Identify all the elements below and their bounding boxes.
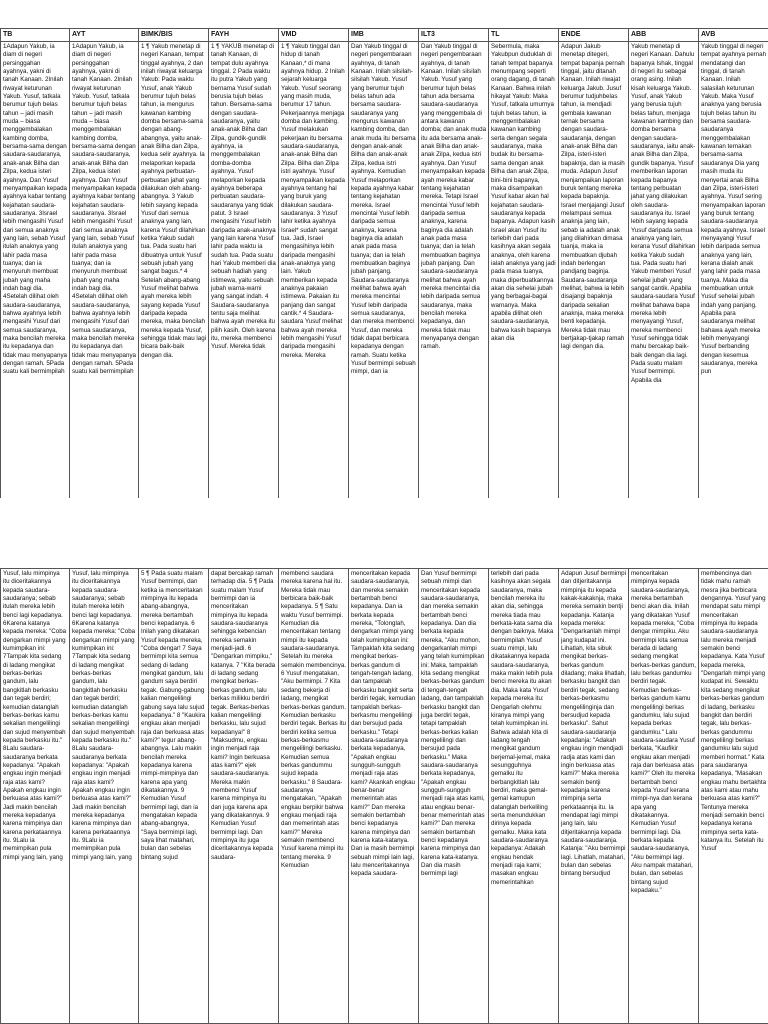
table-cell-ayt (70, 42, 139, 499)
verse-text: Adapun Jakub menetap ditegeri, tempat bapanja pernah tinggal, jaitu ditanah Kanaan. Inilah riwajat keluarga Jakub. Jusuf berumur tudjuhbelas tahun, ia mendjadi gembala kawanan ternak bersama dengan saudara-saudaranja, dengan anak-anak Bilha dan Zilpa, isteri-isteri bapaknja, dan ia masih muda. Adapun Jusuf menjampaikan laporan buruk tentang mereka kepada bapaknja. Israel menjajangi Jusuf melampaui semua anaknja jang lain, sebab ia adalah anak jang dilahirkan dimasa tuanja, maka ia membuatkan djubah indah berlengan pandjang baginja. Saudara-saudaranja melihat, bahwa ia lebih disajangi bapaknja daripada sekalian anaknja, maka mereka benti kepadanja. Mereka tidak mau bertjakap-tjakap ramah lagi dengan dia. (561, 43, 625, 351)
column-header-ilt3: ILT3 (419, 29, 489, 42)
verse-text: Yakub tinggal di negeri tempat ayahnya pernah mendatangi dan tinggal, di tanah Kanaan. Inilah salasilah keturunan Yakub. Maka Yusuf anaknya yang berusia tujuh belas tahun itu bersama saudara-saudaranya menggembalakan kawanan ternakan bersama-sama saudaranya Dia yang masih muda itu menyertai anak Bilha dan Zilpa, isteri-isteri ayahnya. Yusuf sering menyampaikan laporan yang buruk tentang saudara-saudaranya kepada ayahnya. Israel menyayangi Yusuf lebih daripada semua anaknya yang lain, kerana dialah anak yang lahir pada masa tuanya. Maka dia membuatkan untuk Yusuf sehelai jubah indah yang panjang. Apabila para saudaranya melihat bahawa ayah mereka lebih menyayangi Yusuf berbanding dengan kesemua saudaranya, mereka pun (701, 43, 767, 376)
verse-text: menceritakan kepada saudara-saudaranya, dan mereka semakin bertambah benci kepadanya. Dan ia berkata kepada mereka, "Tolonglah, dengarkan mimpi yang telah kumimpikan ini: Tampaklah kita sedang mengikat berkas-berkas gandum di tengah-tengah ladang, dan tampaklah berkasku bangkit serta berdiri tegak, kemudian tampaklah berkas-berkasmu mengelilingi dan bersujud pada berkasku." Tetapi saudara-saudaranya berkata kepadanya, "Apakah engkau sungguh-sungguh menjadi raja atas kami? Akankah engkau benar-benar memerintah atas kami?" Dan mereka semakin bertambah benci kepadanya karena mimpinya dan karena kata-katanya. Dan ia masih bermimpi sebuah mimpi lain lagi, lalu menceritakannya kepada saudara- (351, 570, 416, 878)
column-header-abb: ABB (629, 29, 699, 42)
column-header-ende: ENDE (559, 29, 629, 42)
parallel-translation-table (0, 28, 768, 498)
table-cell-tl (489, 42, 559, 499)
verse-text: Yakub menetap di negeri Kanaan. Dahulu bapanya Ishak, tinggal di negeri itu sebagai orang asing. Inilah kisah keluarga Yakub. Yusuf, anak Yakub yang berusia tujuh belas tahun, menjaga kawanan kambing dan domba bersama dengan saudara-saudaranya, iaitu anak-anak Bilha dan Zilpa, gundik bapanya. Yusuf memberikan laporan kepada bapanya tentang perbuatan jahat yang dilakukan oleh saudara-saudaranya itu. Israel lebih sayang kepada Yusuf daripada semua anaknya yang lain, kerana Yusuf dilahirkan ketika Yakub sudah tua. Pada suatu hari Yakub memberi Yusuf sehelai jubah yang sangat cantik. Apabila saudara-saudara Yusuf melihat bahawa bapa mereka lebih menyayangi Yusuf, mereka membenci Yusuf sehingga tidak mahu bercakap baik-baik dengan dia lagi. Pada suatu malam Yusuf bermimpi. Apabila dia (631, 43, 696, 384)
column-header-avb: AVB (699, 29, 768, 42)
verse-text: 1Adapun Yakub, ia diam di negeri persinggahan ayahnya, yakni di tanah Kanaan. 2Inilah riwayat keturunan Yakub. Yusuf, tatkala berumur tujuh belas tahun – jadi masih muda – biasa menggembalakan kambing domba, bersama-sama dengan saudara-saudaranya, anak-anak Bilha dan Zilpa, kedua isteri ayahnya. Dan Yusuf menyampaikan kepada ayahnya kabar tentang kejahatan saudara-saudaranya. 3Israel lebih mengasihi Yusuf dari semua anaknya yang lain, sebab Yusuf itulah anaknya yang lahir pada masa tuanya; dan ia menyuruh membuat jubah yang maha indah bagi dia. 4Setelah dilihat oleh saudara-saudaranya, bahwa ayahnya lebih mengasihi Yusuf dari semua saudaranya, maka bencilah mereka itu kepadanya dan tidak mau menyapanya dengan ramah. 5Pada suatu kali bermimpilah (3, 43, 67, 376)
verse-text: 1 ¶ YAKUB menetap di tanah Kanaan, di tempat dulu ayahnya tinggal. 2 Pada waktu itu putra Yakub yang bernama Yusuf sudah berusia tujuh belas tahun. Bersama-sama dengan saudara-saudaranya, yaitu anak-anak Bilha dan Zilpa, gundik-gundik ayahnya, ia menggembalakan domba-domba ayahnya. Yusuf melaporkan kepada ayahnya beberapa perbuatan saudara-saudaranya yang tidak patut. 3 Israel mengasihi Yusuf lebih daripada anak-anaknya yang lain karena Yusuf lahir pada waktu ia sudah tua. Pada suatu hari Yakub memberi dia sebuah hadiah yang istimewa, yaitu sebuah jubah warna-warni yang sangat indah. 4 Saudara-saudaranya tentu saja melihat bahwa ayah mereka itu pilih kasih. Oleh karena itu, mereka membenci Yusuf. Mereka tidak (211, 43, 276, 351)
table-section-bottom (0, 568, 768, 1024)
table-cell-vmd (279, 42, 349, 499)
table-cell-avb (699, 569, 768, 1024)
verse-text: Sebermula, maka Yakubpun duduklah di tanah tempat bapanya menumpang seperti orang dagang, di tanah Kanaan. Bahwa inilah hikayat Yakub: Maka Yusuf, tatkala umurnya tujuh belas tahun, ia menggembalakan kawanan kambing serta dengan segala saudaranya, maka budak itu bersama-sama dengan anak Bilha dan anak Zilpa, bini-bini bapanya, maka disampaikan Yusuf kabar akan hal kejahatan saudara-saudaranya kepada bapanya. Adapun kasih Israel akan Yusuf itu terlebih dari pada kasihnya akan segala anaknya, oleh karena ialah anaknya yang jadi pada masa tuanya, maka diperbuatkannya akan dia sehelai jubah yang berbagai-bagai warnanya. Maka apabila dilihat oleh saudara-saudaranya, bahwa kasih bapanya akan dia (491, 43, 556, 343)
table-cell-ilt3 (419, 42, 489, 499)
table-cell-vmd (279, 569, 349, 1024)
column-header-tl: TL (489, 29, 559, 42)
parallel-translation-table-continued (0, 568, 768, 1024)
table-cell-bimk-bis (139, 42, 209, 499)
column-header-vmd: VMD (279, 29, 349, 42)
table-cell-fayh (209, 42, 279, 499)
verse-text: Adapun Jusuf bermimpi dan ditjeritakannja mimpinja itu kepada kakak-kakaknja, maka mereka semakin bentji kepadanja. Katanja kepada mereka: "Dengarkanlah mimpi jang kudapat ini. Lihatlah, kita sibuk mengikat berkas-berkas gandum diladang; maka lihatlah, berkasku bangkit dan berdiri tegak, sedang berkas-berkasmu mengelilinginja dan bersudjud kepada berkasku". Sahut saudara-saudaranja kepadanja: "Adakah engkau ingin mendjadi radja atas kami dan ingin berkuasa atas kami?" Maka mereka semakin bentji kepadanja karena mimpinja serta perkataannja itu. Ia mendapat lagi mimpi jang lain, lalu ditjeritakannja kepada saudara-saudaranja. Katanja: "Aku bermimpi lagi. Lihatlah, matahari, bulan dan sebelas bintang bersudjud (561, 570, 627, 878)
table-row (1, 569, 768, 1024)
table-cell-imb (349, 569, 419, 1024)
verse-text: dapat bercakap ramah terhadap dia. 5 ¶ Pada suatu malam Yusuf bermimpi dan ia menceritakan mimpinya itu kepada saudara-saudaranya sehingga kebencian mereka semakin menjadi-jadi. 6 "Dengarkan mimpiku," katanya. 7 "Kita berada di ladang sedang mengikat berkas-berkas gandum, lalu berkas milikku berdiri tegak. Berkas-berkas kalian mengelilingi berkasku, lalu sujud kepadanya!" 8 "Maksudmu, engkau ingin menjadi raja kami? Ingin berkuasa atas kami?" ejek saudara-saudaranya. Mereka makin membenci Yusuf karena mimpinya itu dan juga karena apa yang dikatakannya. 9 Kemudian Yusuf bermimpi lagi. Dan mimpinya itu juga diceritakannya kepada saudara- (211, 570, 276, 861)
table-cell-bimk-bis (139, 569, 209, 1024)
table-cell-abb (629, 569, 699, 1024)
table-cell-tl (489, 569, 559, 1024)
table-cell-abb (629, 42, 699, 499)
verse-text: 1 ¶ Yakub tinggal dan hidup di tanah Kanaan,* di mana ayahnya hidup. 2 Inilah sejarah keluarga Yakub. Yusuf seorang yang masih muda, berumur 17 tahun. Pekerjaannya menjaga domba dan kambing. Yusuf melakukan pekerjaan itu bersama saudara-saudaranya, anak-anak Bilha dan Zilpa. Bilha dan Zilpa istri ayahnya. Yusuf menyampaikan kepada ayahnya tentang hal yang buruk yang dilakukan saudara-saudaranya. 3 Yusuf lahir ketika ayahnya Israel* sudah sangat tua. Jadi, Israel mengasihinya lebih daripada mengasihi anak-anaknya yang lain. Yakub memberikan kepada anaknya pakaian istimewa. Pakaian itu panjang dan sangat cantik.* 4 Saudara-saudara Yusuf melihat bahwa ayah mereka lebih mengasihi Yusuf daripada mengasihi mereka. Mereka (281, 43, 345, 359)
column-header-ayt: AYT (70, 29, 139, 42)
verse-text: 5 ¶ Pada suatu malam Yusuf bermimpi, dan ketika ia menceritakan mimpinya itu kepada abang-abangnya, mereka bertambah benci kepadanya. 6 Inilah yang dikatakan Yusuf kepada mereka, "Coba dengar! 7 Saya bermimpi kita semua sedang di ladang mengikat gandum, lalu gandum saya berdiri tegak. Gabung-gabung kalian mengelilingi gabung saya lalu sujud kepadanya." 8 "Kaukira engkau akan menjadi raja dan berkuasa atas kami?" tegur abang-abangnya. Lalu makin bencilah mereka kepadanya karena mimpi-mimpinya dan karena apa yang dikatakannya. 9 Kemudian Yusuf bermimpi lagi, dan ia mengatakan kepada abang-abangnya, "Saya bermimpi lagi, saya lihat matahari, bulan dan sebelas bintang sujud (141, 570, 206, 861)
verse-text: menceritakan mimpinya kepada saudara-saudaranya, mereka bertambah benci akan dia. Inilah yang dikatakan Yusuf kepada mereka, "Coba dengar mimpiku. Aku bermimpi kita semua berada di ladang sedang mengikat berkas-berkas gandum, lalu berkas gandumku berdiri tegak. Kemudian berkas-berkas gandum kamu mengelilingi berkas gandumku, lalu sujud kepada berkas gandumku." Lalu saudara-saudara Yusuf berkata, "Kaufikir engkau akan menjadi raja dan berkuasa atas kami?" Oleh itu mereka bertambah benci kepada Yusuf kerana mimpi-nya dan kerana apa yang dikatakannya. Kemudian Yusuf bermimpi lagi. Dia berkata kepada saudara-saudaranya, "Aku bermimpi lagi. Aku nampak matahari, bulan, dan sebelas bintang sujud kepadaku." (631, 570, 697, 895)
column-header-bimk-bis: BIMK/BIS (139, 29, 209, 42)
column-header-imb: IMB (349, 29, 419, 42)
verse-text: terlebih dari pada kasihnya akan segala saudaranya, maka bencilah mereka itu akan dia, sehingga mereka tiada mau berkata-kata sama dia dengan baiknya. Maka bermimpilah Yusuf suatu mimpi, lalu dikatakannya kepada saudara-saudaranya, maka makin lebih pula benci mereka itu akan dia. Maka kata Yusuf kepada mereka itu: Dengarlah olehmu kiranya mimpi yang telah kumimpikan ini. Bahwa adalah kita di ladang tengah mengikat gandum berjemal-jemal, maka sesungguhnya gemalku itu berbangkitlah lalu berdiri, maka gemal-gemal kamupun datanglah berkeliling serta menundukkan dirinya kepada gemalku. Maka kata saudara-saudaranya kepadanya: Adakah engkau hendak menjadi raja kami; masakan engkau memerintahkan (491, 570, 554, 886)
table-row (1, 42, 768, 499)
verse-text: membencinya dan tidak mahu ramah mesra jika berbicara dengannya. Yusuf yang mendapat satu mimpi menceritakan mimpinya itu kepada saudara-saudaranya lalu mereka menjadi semakin benci kepadanya. Kata Yusuf kepada mereka, "Dengarlah mimpi yang kudapat ini. Sewaktu kita sedang mengikat berkas-berkas gandum di ladang, berkasku bangkit dan berdiri tegak, lalu berkas-berkas gandummu mengelilingi berkas gandumku lalu sujud memberi hormat." Kata para saudaranya kepadanya, "Masakan engkau mahu bertakhta atas kami atau mahu berkuasa atas kami?" Tentunya mereka menjadi semakin benci kepadanya kerana mimpinya serta kata-katanya itu. Setelah itu Yusuf (701, 570, 767, 853)
verse-text: Yusuf, lalu mimpinya itu diceritakannya kepada saudara-saudaranya; sebab itulah mereka lebih benci lagi kepadanya. 6Karena katanya kepada mereka: "Coba dengarkan mimpi yang kumimpikan ini: 7Tampak kita sedang di ladang mengikat berkas-berkas gandum, lalu bangkitlah berkasku dan tegak berdiri; kemudian datanglah berkas-berkas kamu sekalian mengelilingi dan sujud menyembah kepada berkasku itu." 8Lalu saudara-saudaranya berkata kepadanya: "Apakah engkau ingin menjadi raja atas kami? Apakah engkau ingin berkuasa atas kami?" Jadi makin bencilah mereka kepadanya karena mimpinya dan karena perkataannya itu. 9Lalu ia memimpikan pula mimpi yang lain, yang (72, 570, 136, 861)
table-cell-ayt (70, 569, 139, 1024)
table-section-top (0, 28, 768, 498)
column-header-tb: TB (1, 29, 70, 42)
table-cell-ende (559, 42, 629, 499)
verse-text: 1 ¶ Yakub menetap di negeri Kanaan, tempat tinggal ayahnya, 2 dan inilah riwayat keluarga Yakub: Pada waktu Yusuf, anak Yakub berumur tujuh belas tahun, ia mengurus kawanan kambing domba bersama-sama dengan abang-abangnya, yaitu anak-anak Bilha dan Zilpa, kedua selir ayahnya. Ia melaporkan kepada ayahnya perbuatan-perbuatan jahat yang dilakukan oleh abang-abangnya. 3 Yakub lebih sayang kepada Yusuf dari semua anaknya yang lain, karena Yusuf dilahirkan ketika Yakub sudah tua. Pada suatu hari dibuatnya untuk Yusuf sebuah jubah yang sangat bagus.* 4 Setelah abang-abang Yusuf melihat bahwa ayah mereka lebih sayang kepada Yusuf daripada kepada mereka, maka bencilah mereka kepada Yusuf, sehingga tidak mau lagi bicara baik-baik dengan dia. (141, 43, 207, 359)
table-cell-fayh (209, 569, 279, 1024)
verse-text: 1Adapun Yakub, ia diam di negeri persinggahan ayahnya, yakni di tanah Kanaan. 2Inilah riwayat keturunan Yakub. Yusuf, tatkala berumur tujuh belas tahun – jadi masih muda – biasa menggembalakan kambing domba, bersama-sama dengan saudara-saudaranya, anak-anak Bilha dan Zilpa, kedua isteri ayahnya. Dan Yusuf menyampaikan kepada ayahnya kabar tentang kejahatan saudara-saudaranya. 3Israel lebih mengasihi Yusuf dari semua anaknya yang lain, sebab Yusuf itulah anaknya yang lahir pada masa tuanya; dan ia menyuruh membuat jubah yang maha indah bagi dia. 4Setelah dilihat oleh saudara-saudaranya, bahwa ayahnya lebih mengasihi Yusuf dari semua saudaranya, maka bencilah mereka itu kepadanya dan tidak mau menyapanya dengan ramah. 5Pada suatu kali bermimpilah (72, 43, 136, 376)
verse-text: Dan Yakub tinggal di negeri pengembaraan ayahnya, di tanah Kanaan. Inilah silsilah-silsilah Yakub. Yusuf yang berumur tujuh belas tahun ada bersama saudara-saudaranya yang mengurus kawanan kambing domba, dan anak muda itu bersama dengan anak-anak Bilha dan anak-anak Zilpa, kedua istri ayahnya. Kemudian Yusuf melaporkan kepada ayahnya kabar tentang kejahatan mereka. Israel mencintai Yusuf lebih daripada semua anaknya, karena baginya dia adalah anak pada masa tuanya; dan ia telah membuatkan baginya jubah panjang. Saudara-saudaranya melihat bahwa ayah mereka mencintai Yusuf lebih daripada semua saudaranya, dan mereka membenci Yusuf, dan mereka tidak dapat berbicara kepadanya dengan ramah. Suatu ketika Yusuf bermimpi sebuah mimpi, dan ia (351, 43, 416, 376)
column-header-fayh: FAYH (209, 29, 279, 42)
verse-text: Yusuf, lalu mimpinya itu diceritakannya kepada saudara-saudaranya; sebab itulah mereka lebih benci lagi kepadanya. 6Karena katanya kepada mereka: "Coba dengarkan mimpi yang kumimpikan ini: 7Tampak kita sedang di ladang mengikat berkas-berkas gandum, lalu bangkitlah berkasku dan tegak berdiri; kemudian datanglah berkas-berkas kamu sekalian mengelilingi dan sujud menyembah kepada berkasku itu." 8Lalu saudara-saudaranya berkata kepadanya: "Apakah engkau ingin menjadi raja atas kami? Apakah engkau ingin berkuasa atas kami?" Jadi makin bencilah mereka kepadanya karena mimpinya dan karena perkataannya itu. 9Lalu ia memimpikan pula mimpi yang lain, yang (3, 570, 67, 861)
verse-text: Dan Yakub tinggal di negeri pengembaraan ayahnya, di tanah Kanaan. Inilah silsilah Yakub. Yusuf yang berumur tujuh belas tahun ada bersama saudara-saudaranya yang menggembala di antara kawanan domba; dan anak muda itu ada bersama anak-anak Bilha dan anak-anak Zilpa, kedua istri ayahnya. Dan Yusuf menyampaikan kepada ayah mereka kabar tentang kejahatan mereka. Tetapi Israel mencintai Yusuf lebih daripada semua anaknya, karena baginya dia adalah anak pada masa tuanya; dan ia telah membuatkan baginya jubah panjang. Dan saudara-saudaranya melihat bahwa ayah mereka mencintai dia lebih daripada semua saudaranya, maka bencilah mereka kepadanya, dan mereka tidak mau menyapanya dengan ramah. (421, 43, 487, 351)
table-cell-ende (559, 569, 629, 1024)
verse-text: membenci saudara mereka karena hal itu. Mereka tidak mau berbicara baik-baik kepadanya. 5 ¶ Satu waktu Yusuf bermimpi. Kemudian dia menceritakan tentang mimpi itu kepada saudara-saudaranya. Setelah itu mereka semakin membencinya. 6 Yusuf mengatakan, "Aku bermimpi. 7 Kita sedang bekerja di ladang, mengikat berkas-berkas gandum. Kemudian berkasku berdiri tegak. Berkas itu berdiri ketika semua berkas-berkasmu mengelilingi berkasku. Kemudian semua berkas gandummu sujud kepada berkasku." 8 Saudara-saudaranya mengatakan, "Apakah engkau berpikir bahwa engkau menjadi raja dan memerintah atas kami?" Mereka semakin membenci Yusuf karena mimpi itu tentang mereka. 9 Kemudian (281, 570, 347, 870)
column-header-row (1, 29, 768, 42)
table-cell-tb (1, 42, 70, 499)
table-cell-tb (1, 569, 70, 1024)
verse-text: Dan Yusuf bermimpi sebuah mimpi dan menceritakan kepada saudara-saudaranya, dan mereka semakin bertambah benci kepadanya. Dan dia berkata kepada mereka, "Aku mohon, dengarkanlah mimpi yang telah kumimpikan ini: Maka, tampaklah kita sedang mengikat berkas-berkas gandum di tengah-tengah ladang, dan tampaklah berkasku bangkit dan juga berdiri tegak, tetapi tampaklah berkas-berkas kalian mengelilingi dan bersujud pada berkasku." Maka saudara-saudaranya berkata kepadanya, "Apakah engkau sungguh-sungguh menjadi raja atas kami, atau engkau benar-benar memerintah atas kami?" Dan mereka semakin bertambah benci kepadanya karena mimpinya dan karena kata-katanya. Dan dia masih bermimpi lagi (421, 570, 485, 878)
table-cell-avb (699, 42, 768, 499)
table-cell-imb (349, 42, 419, 499)
table-cell-ilt3 (419, 569, 489, 1024)
